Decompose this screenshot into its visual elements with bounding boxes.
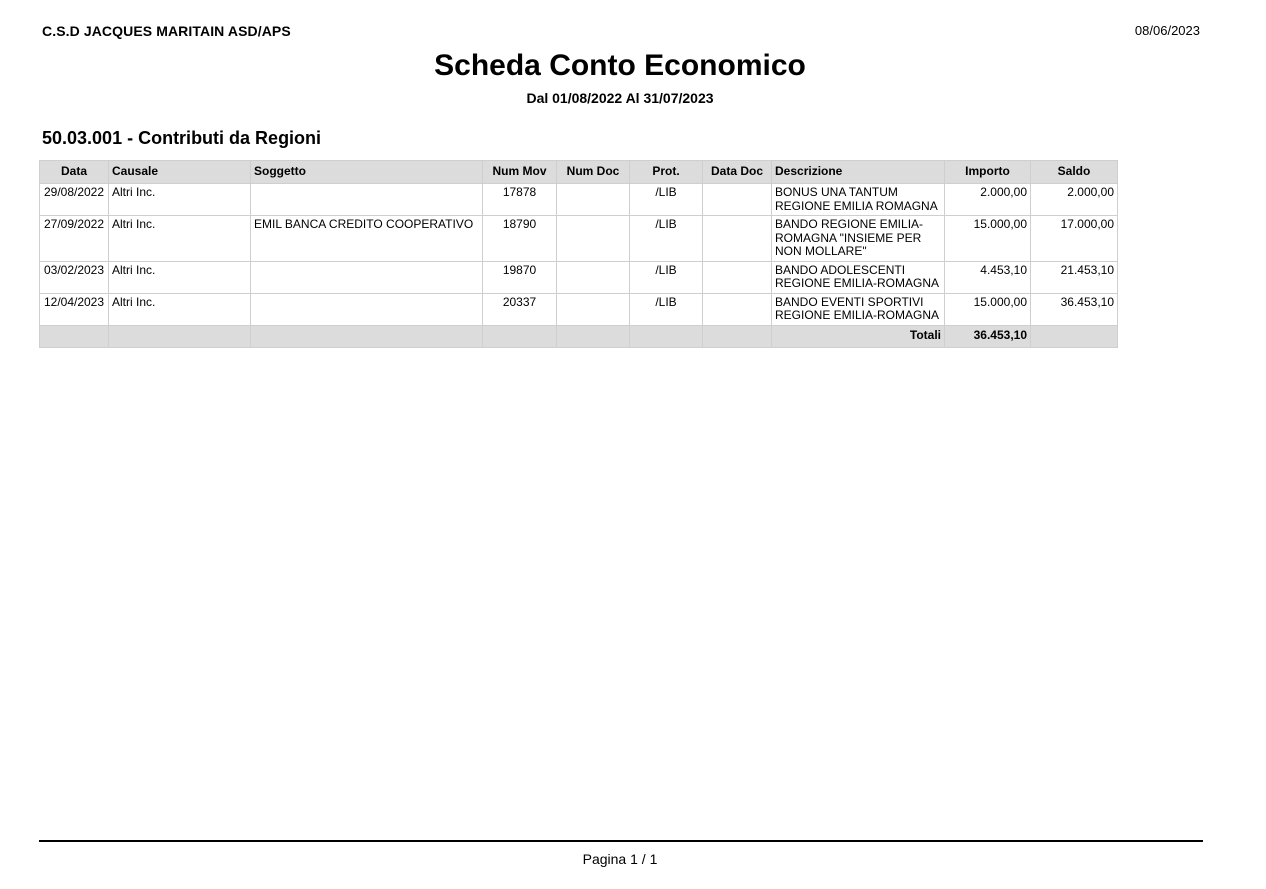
cell-soggetto: [251, 261, 483, 293]
cell-soggetto: EMIL BANCA CREDITO COOPERATIVO: [251, 216, 483, 262]
cell-num-doc: [557, 184, 630, 216]
report-period: Dal 01/08/2022 Al 31/07/2023: [526, 90, 714, 106]
totals-empty-cell: [483, 325, 557, 347]
totals-empty-cell: [557, 325, 630, 347]
cell-num-mov: 19870: [483, 261, 557, 293]
column-header-num-mov: Num Mov: [483, 161, 557, 184]
cell-causale: Altri Inc.: [109, 293, 251, 325]
table-row: [40, 216, 1118, 262]
account-title: 50.03.001 - Contributi da Regioni: [42, 128, 322, 148]
column-header-soggetto: Soggetto: [251, 161, 483, 184]
cell-data-doc: [703, 261, 772, 293]
cell-data: 12/04/2023: [40, 293, 109, 325]
cell-prot: /LIB: [630, 293, 703, 325]
cell-num-mov: 20337: [483, 293, 557, 325]
page-number: Pagina 1 / 1: [582, 851, 658, 867]
cell-causale: Altri Inc.: [109, 184, 251, 216]
column-header-causale: Causale: [109, 161, 251, 184]
column-header-prot: Prot.: [630, 161, 703, 184]
footer-divider: [39, 840, 1203, 842]
cell-num-doc: [557, 216, 630, 262]
table-row: [40, 261, 1118, 293]
cell-saldo: 17.000,00: [1031, 216, 1118, 262]
cell-data-doc: [703, 184, 772, 216]
cell-prot: /LIB: [630, 184, 703, 216]
cell-data-doc: [703, 216, 772, 262]
table-row: [40, 293, 1118, 325]
cell-importo: 15.000,00: [945, 293, 1031, 325]
totals-importo: 36.453,10: [945, 325, 1031, 347]
totals-empty-cell: [703, 325, 772, 347]
totals-empty-cell: [109, 325, 251, 347]
report-title: Scheda Conto Economico: [434, 49, 806, 82]
totals-row: [40, 325, 1118, 347]
cell-causale: Altri Inc.: [109, 216, 251, 262]
cell-importo: 2.000,00: [945, 184, 1031, 216]
cell-data: 29/08/2022: [40, 184, 109, 216]
cell-prot: /LIB: [630, 261, 703, 293]
column-header-num-doc: Num Doc: [557, 161, 630, 184]
cell-soggetto: [251, 293, 483, 325]
totals-empty-cell: [40, 325, 109, 347]
cell-descrizione: BANDO EVENTI SPORTIVI REGIONE EMILIA-ROMAGNA: [772, 293, 945, 325]
organization-name: C.S.D JACQUES MARITAIN ASD/APS: [42, 23, 291, 39]
totals-label: Totali: [772, 325, 945, 347]
table-row: [40, 184, 1118, 216]
cell-data-doc: [703, 293, 772, 325]
cell-num-doc: [557, 261, 630, 293]
cell-importo: 15.000,00: [945, 216, 1031, 262]
column-header-data-doc: Data Doc: [703, 161, 772, 184]
ledger-table: [39, 160, 1118, 348]
cell-num-mov: 18790: [483, 216, 557, 262]
cell-data: 27/09/2022: [40, 216, 109, 262]
cell-saldo: 2.000,00: [1031, 184, 1118, 216]
cell-saldo: 21.453,10: [1031, 261, 1118, 293]
column-header-saldo: Saldo: [1031, 161, 1118, 184]
cell-num-mov: 17878: [483, 184, 557, 216]
table-header-row: [40, 161, 1118, 184]
totals-empty-cell: [1031, 325, 1118, 347]
column-header-importo: Importo: [945, 161, 1031, 184]
cell-descrizione: BANDO ADOLESCENTI REGIONE EMILIA-ROMAGNA: [772, 261, 945, 293]
cell-importo: 4.453,10: [945, 261, 1031, 293]
totals-empty-cell: [251, 325, 483, 347]
totals-empty-cell: [630, 325, 703, 347]
cell-prot: /LIB: [630, 216, 703, 262]
cell-soggetto: [251, 184, 483, 216]
column-header-descrizione: Descrizione: [772, 161, 945, 184]
print-date: 08/06/2023: [1134, 23, 1200, 38]
cell-saldo: 36.453,10: [1031, 293, 1118, 325]
column-header-data: Data: [40, 161, 109, 184]
cell-descrizione: BANDO REGIONE EMILIA-ROMAGNA "INSIEME PER NON MOLLARE": [772, 216, 945, 262]
cell-descrizione: BONUS UNA TANTUM REGIONE EMILIA ROMAGNA: [772, 184, 945, 216]
cell-num-doc: [557, 293, 630, 325]
cell-causale: Altri Inc.: [109, 261, 251, 293]
cell-data: 03/02/2023: [40, 261, 109, 293]
